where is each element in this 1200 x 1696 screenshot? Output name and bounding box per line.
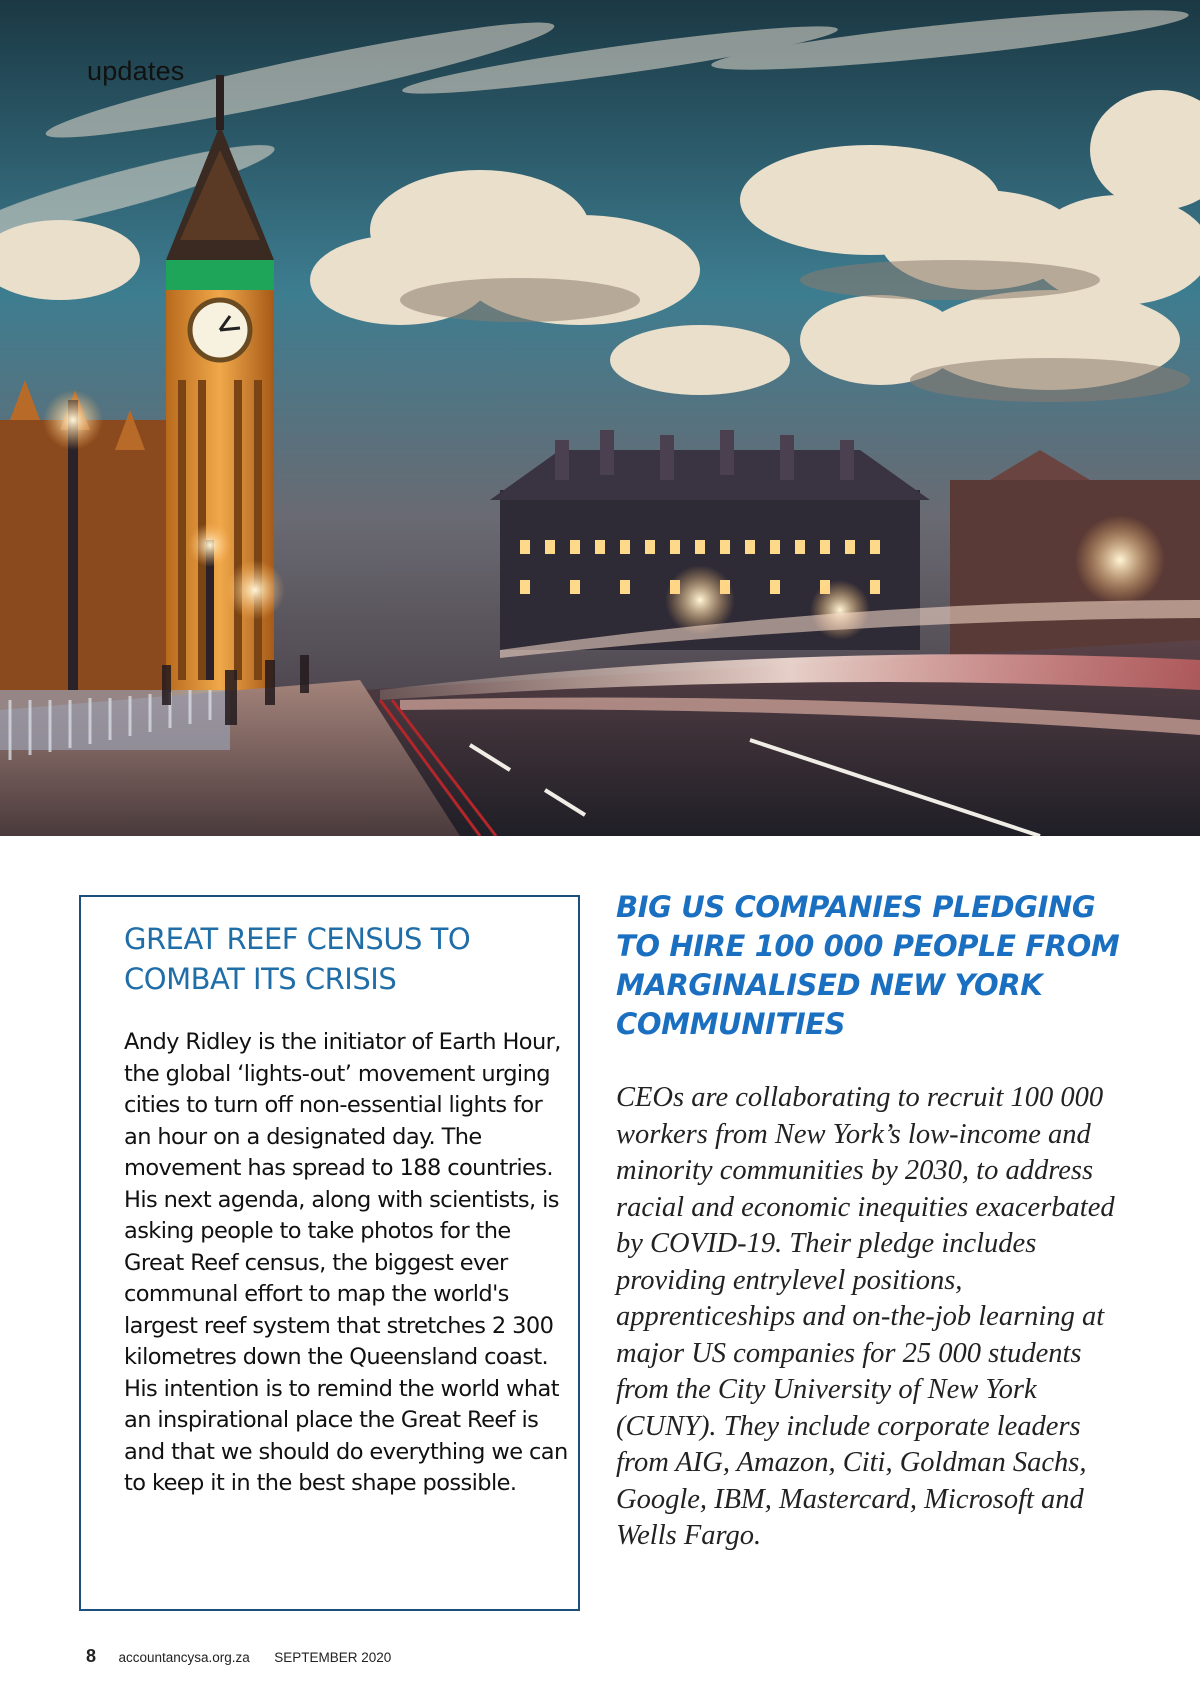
website-link[interactable]: accountancysa.org.za <box>118 1650 250 1665</box>
page-number: 8 <box>86 1646 97 1666</box>
section-label: updates <box>87 56 185 86</box>
reef-article-body <box>124 1027 569 1500</box>
us-companies-article-title: BIG US COMPANIES PLEDGING TO HIRE 100 000 PEOPLE FROM MARGINALISED NEW YORK COMMUNITIES <box>616 890 1120 1041</box>
reef-article-paragraph-2: His next agenda, along with scientists, is asking people to take photos for the Great Reef census, the biggest ever communal effort to map the world's largest reef system that stretches 2 300 kilometres down the Queensland coast. His intention is to remind the world what an inspirational place the Great Reef is and that we should do everything we can to keep it in the best shape possible. <box>124 1186 568 1496</box>
reef-article-title: GREAT REEF CENSUS TO COMBAT ITS CRISIS <box>124 922 471 996</box>
reef-article-paragraph-1: Andy Ridley is the initiator of Earth Hour, the global ‘lights-out’ movement urging cities to turn off non-essential lights for an hour on a designated day. The movement has spread to 188 countries. <box>124 1029 561 1181</box>
reef-article-box <box>79 895 580 1611</box>
issue-date: SEPTEMBER 2020 <box>274 1650 392 1665</box>
us-companies-article-body: CEOs are collaborating to recruit 100 000 workers from New York’s low-income and minority communities by 2030, to address racial and economic inequities exacerbated by COVID-19. Their pledge includes providing entrylevel positions, apprenticeships and on-the-job learning at major US companies for 25 000 students from the City University of New York (CUNY). They include corporate leaders from AIG, Amazon, Citi, Goldman Sachs, Google, IBM, Mastercard, Microsoft and Wells Fargo. <box>616 1082 1115 1551</box>
page-footer <box>86 1646 391 1667</box>
london-big-ben-night-photo-icon <box>0 0 1200 836</box>
hero-photo <box>0 0 1200 836</box>
